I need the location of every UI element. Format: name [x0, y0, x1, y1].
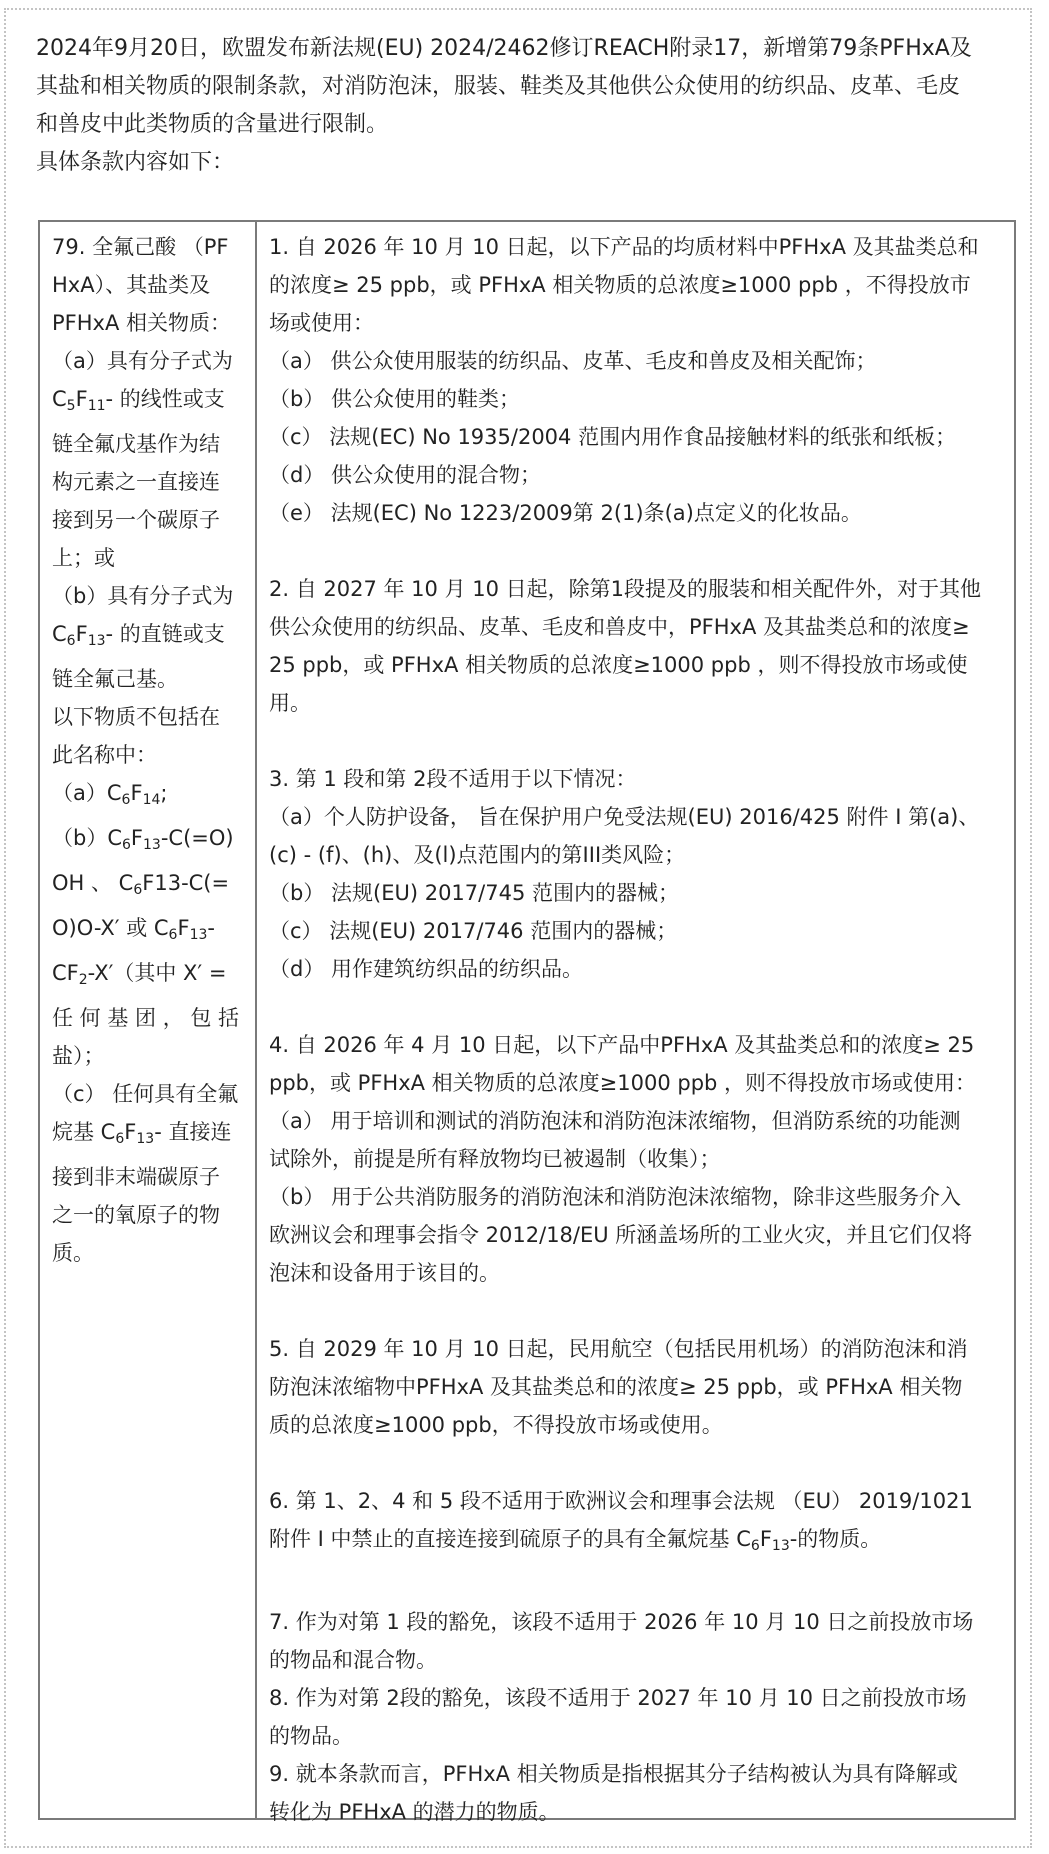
condition-line: 质的总浓度≥1000 ppb，不得投放市场或使用。 — [269, 1413, 723, 1437]
paragraph-spacer — [269, 1565, 1004, 1603]
condition-line: 5. 自 2029 年 10 月 10 日起，民用航空（包括民用机场）的消防泡沫和消 — [269, 1337, 968, 1361]
condition-line: 6. 第 1、2、4 和 5 段不适用于欧洲议会和理事会法规 （EU） 2019/1021 — [269, 1489, 973, 1513]
definition-line: PFHxA 相关物质： — [52, 311, 232, 335]
intro-paragraph — [36, 30, 1016, 144]
paragraph-2 — [269, 570, 1004, 722]
condition-line: 供公众使用的纺织品、皮革、毛皮和兽皮中，PFHxA 及其盐类总和的浓度≥ — [269, 615, 970, 639]
condition-line: 7. 作为对第 1 段的豁免，该段不适用于 2026 年 10 月 10 日之前投放市场 — [269, 1610, 974, 1634]
paragraph-spacer — [269, 1444, 1004, 1482]
condition-line: 泡沫和设备用于该目的。 — [269, 1261, 500, 1285]
definition-line: $(a)C_6F_{14}$; — [52, 781, 168, 808]
condition-line: 的物品。 — [269, 1724, 353, 1748]
condition-line: （d） 用作建筑纺织品的纺织品。 — [269, 957, 584, 981]
condition-line: （c） 法规(EU) 2017/746 范围内的器械； — [269, 919, 678, 943]
definition-line: $C_6F_{13}-$ 的直链或支 — [52, 622, 225, 649]
definition-line: OH 、 $C_6F13-C(=$ — [52, 871, 230, 898]
paragraph-4 — [269, 1026, 1004, 1292]
definition-line: （c） 任何具有全氟 — [52, 1082, 239, 1106]
definition-line: 任 何 基 团 ， 包 括 — [52, 1006, 240, 1030]
condition-line: 25 ppb，或 PFHxA 相关物质的总浓度≥1000 ppb ，则不得投放市场或使 — [269, 653, 968, 677]
condition-line: （a） 供公众使用服装的纺织品、皮革、毛皮和兽皮及相关配饰； — [269, 349, 877, 373]
paragraph-9 — [269, 1755, 1004, 1831]
condition-line: 的物品和混合物。 — [269, 1648, 437, 1672]
paragraph-7 — [269, 1603, 1004, 1679]
intro-line: 其盐和相关物质的限制条款，对消防泡沫，服装、鞋类及其他供公众使用的纺织品、皮革、毛皮 — [36, 74, 961, 99]
definition-line: O)O-X′ 或 $C_6F_{13}-$ — [52, 916, 215, 943]
intro-text — [36, 30, 1016, 182]
definition-line: 质。 — [52, 1241, 94, 1265]
paragraph-3 — [269, 760, 1004, 988]
definition-line: $CF_2-X'$（其中 X′ = — [52, 961, 227, 988]
definition-line: 接到非末端碳原子 — [52, 1165, 220, 1189]
condition-line: 8. 作为对第 2段的豁免，该段不适用于 2027 年 10 月 10 日之前投放市场 — [269, 1686, 967, 1710]
substance-definition-cell — [40, 222, 257, 1818]
condition-line: 的浓度≥ 25 ppb，或 PFHxA 相关物质的总浓度≥1000 ppb ，不得投放市 — [269, 273, 971, 297]
condition-line: 用。 — [269, 691, 311, 715]
definition-line: 烷基 $C_6F_{13}-$ 直接连 — [52, 1120, 232, 1147]
intro-subheading: 具体条款内容如下： — [36, 150, 235, 175]
definition-line: 链全氟戊基作为结 — [52, 432, 220, 456]
condition-line: （d） 供公众使用的混合物； — [269, 463, 542, 487]
condition-line: 欧洲议会和理事会指令 2012/18/EU 所涵盖场所的工业火灾，并且它们仅将 — [269, 1223, 973, 1247]
definition-line: （b）具有分子式为 — [52, 584, 234, 608]
regulation-table — [38, 220, 1016, 1824]
definition-line: 构元素之一直接连 — [52, 470, 220, 494]
condition-line: （a） 用于培训和测试的消防泡沫和消防泡沫浓缩物，但消防系统的功能测 — [269, 1109, 961, 1133]
condition-line: （b） 供公众使用的鞋类； — [269, 387, 521, 411]
condition-line: （e） 法规(EC) No 1223/2009第 2(1)条(a)点定义的化妆品。 — [269, 501, 862, 525]
condition-line: 附件 I 中禁止的直接连接到硫原子的具有全氟烷基 $C_6F_{13}-$的物质。 — [269, 1527, 882, 1554]
definition-line: 以下物质不包括在 — [52, 705, 220, 729]
condition-line: （a）个人防护设备， 旨在保护用户免受法规(EU) 2016/425 附件 I 第(a)、 — [269, 805, 980, 829]
condition-line: 4. 自 2026 年 4 月 10 日起，以下产品中PFHxA 及其盐类总和的浓度≥ 25 — [269, 1033, 975, 1057]
definition-line: $(b)C_6F_{13}-C(=O)$ — [52, 826, 234, 853]
definition-line: （a）具有分子式为 — [52, 349, 233, 373]
definition-line: 盐）； — [52, 1044, 105, 1068]
paragraph-1 — [269, 228, 1004, 532]
condition-line: 1. 自 2026 年 10 月 10 日起，以下产品的均质材料中PFHxA 及其盐类总和 — [269, 235, 979, 259]
paragraph-spacer — [269, 532, 1004, 570]
paragraph-spacer — [269, 988, 1004, 1026]
paragraph-spacer — [269, 722, 1004, 760]
condition-line: ppb，或 PFHxA 相关物质的总浓度≥1000 ppb ，则不得投放市场或使用： — [269, 1071, 977, 1095]
condition-line: 3. 第 1 段和第 2段不适用于以下情况： — [269, 767, 637, 791]
restriction-conditions-cell — [257, 222, 1014, 1824]
intro-line: 和兽皮中此类物质的含量进行限制。 — [36, 112, 389, 137]
definition-line: 79. 全氟己酸 （PF — [52, 235, 229, 259]
definition-line: 之一的氧原子的物 — [52, 1203, 220, 1227]
definition-line: 此名称中： — [52, 743, 157, 767]
paragraph-8 — [269, 1679, 1004, 1755]
condition-line: 2. 自 2027 年 10 月 10 日起，除第1段提及的服装和相关配件外，对于其他 — [269, 577, 982, 601]
definition-line: $C_5F_{11}-$ 的线性或支 — [52, 387, 225, 414]
condition-line: 场或使用： — [269, 311, 374, 335]
condition-line: 9. 就本条款而言，PFHxA 相关物质是指根据其分子结构被认为具有降解或 — [269, 1762, 958, 1786]
definition-line: 接到另一个碳原子 — [52, 508, 220, 532]
definition-line: HxA）、其盐类及 — [52, 273, 211, 297]
condition-line: (c) - (f)、(h)、及(l)点范围内的第III类风险； — [269, 843, 686, 867]
condition-line: 防泡沫浓缩物中PFHxA 及其盐类总和的浓度≥ 25 ppb，或 PFHxA 相关物 — [269, 1375, 963, 1399]
condition-line: 转化为 PFHxA 的潜力的物质。 — [269, 1800, 560, 1824]
condition-line: （c） 法规(EC) No 1935/2004 范围内用作食品接触材料的纸张和纸板； — [269, 425, 957, 449]
condition-line: （b） 法规(EU) 2017/745 范围内的器械； — [269, 881, 679, 905]
paragraph-5 — [269, 1330, 1004, 1444]
intro-line: 2024年9月20日，欧盟发布新法规(EU) 2024/2462修订REACH附录17，新增第79条PFHxA及 — [36, 36, 972, 61]
condition-line: 试除外，前提是所有释放物均已被遏制（收集）； — [269, 1147, 721, 1171]
definition-line: 上；或 — [52, 546, 115, 570]
paragraph-spacer — [269, 1292, 1004, 1330]
paragraph-6 — [269, 1482, 1004, 1565]
condition-line: （b） 用于公共消防服务的消防泡沫和消防泡沫浓缩物，除非这些服务介入 — [269, 1185, 962, 1209]
definition-line: 链全氟己基。 — [52, 667, 178, 691]
